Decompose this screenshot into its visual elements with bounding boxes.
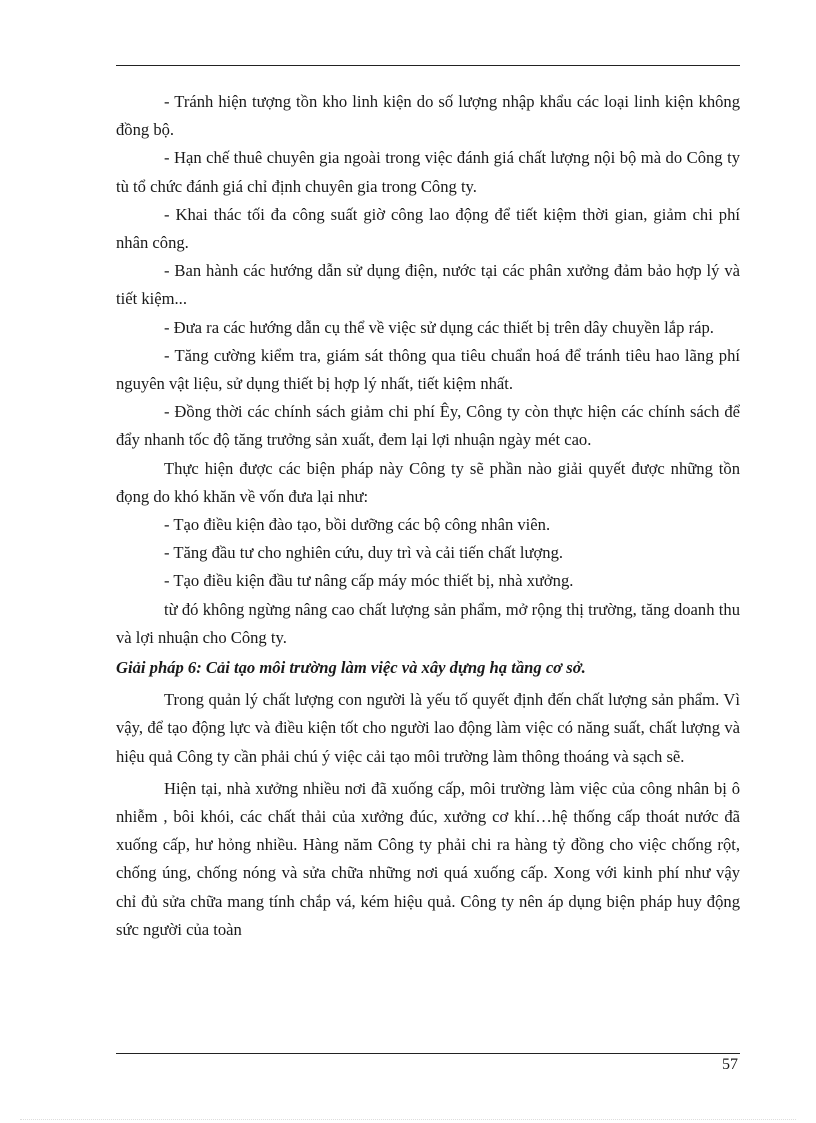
document-body bbox=[116, 88, 740, 944]
footer-rule bbox=[116, 1053, 740, 1054]
paragraph: - Hạn chế thuê chuyên gia ngoài trong việc đánh giá chất lượng nội bộ mà do Công ty tù tổ chức đánh giá chỉ định chuyên gia trong Công ty. bbox=[116, 148, 740, 196]
paragraph: Hiện tại, nhà xưởng nhiều nơi đã xuống cấp, môi trường làm việc của công nhân bị ô nhiễm , bôi khói, các chất thải của xưởng đúc, xưởng cơ khí…hệ thống cấp thoát nước đã xuống cấp, hư hỏng nhiều. Hàng năm Công ty phải chi ra hàng tỷ đồng cho việc chống rột, chống úng, chống nóng và sửa chữa những nơi quá xuống cấp. Xong với kinh phí như vậy chỉ đủ sửa chữa mang tính chắp vá, kém hiệu quả. Công ty nên áp dụng biện pháp huy động sức người của toàn bbox=[116, 778, 740, 939]
section-heading: Giải pháp 6: Cải tạo môi trường làm việc và xây dựng hạ tầng cơ sở. bbox=[116, 658, 586, 678]
paragraph: - Tránh hiện tượng tồn kho linh kiện do số lượng nhập khẩu các loại linh kiện không đồng bộ. bbox=[116, 92, 740, 140]
paragraph: - Đưa ra các hướng dẫn cụ thể về việc sử dụng các thiết bị trên dây chuyền lắp ráp. bbox=[164, 317, 714, 337]
paragraph: từ đó không ngừng nâng cao chất lượng sản phẩm, mở rộng thị trường, tăng doanh thu và lợi nhuận cho Công ty. bbox=[116, 599, 740, 647]
paragraph: - Đồng thời các chính sách giảm chi phí Êy, Công ty còn thực hiện các chính sách để đẩy nhanh tốc độ tăng trưởng sản xuất, đem lại lợi nhuận ngày mét cao. bbox=[116, 402, 740, 450]
page-edge-divider bbox=[20, 1119, 796, 1120]
paragraph: Thực hiện được các biện pháp này Công ty sẽ phần nào giải quyết được những tồn đọng do khó khăn về vốn đưa lại như: bbox=[116, 458, 740, 506]
list-item: - Tạo điều kiện đầu tư nâng cấp máy móc thiết bị, nhà xưởng. bbox=[164, 571, 574, 591]
list-item: - Tăng đầu tư cho nghiên cứu, duy trì và cải tiến chất lượng. bbox=[164, 543, 564, 563]
paragraph: - Ban hành các hướng dẫn sử dụng điện, nước tại các phân xưởng đảm bảo hợp lý và tiết kiệm... bbox=[116, 261, 740, 309]
paragraph: - Tăng cường kiểm tra, giám sát thông qua tiêu chuẩn hoá để tránh tiêu hao lãng phí nguyên vật liệu, sử dụng thiết bị hợp lý nhất, tiết kiệm nhất. bbox=[116, 345, 740, 394]
paragraph: - Khai thác tối đa công suất giờ công lao động để tiết kiệm thời gian, giảm chi phí nhân công. bbox=[116, 204, 740, 253]
paragraph: Trong quản lý chất lượng con người là yếu tố quyết định đến chất lượng sản phẩm. Vì vậy, để tạo động lực và điều kiện tốt cho người lao động làm việc có năng suất, chất lượng và hiệu quả Công ty cần phải chú ý việc cải tạo môi trường làm thông thoáng và sạch sẽ. bbox=[116, 690, 740, 766]
header-rule bbox=[116, 65, 740, 66]
list-item: - Tạo điều kiện đào tạo, bồi dưỡng các bộ công nhân viên. bbox=[164, 515, 551, 535]
page-number: 57 bbox=[722, 1056, 738, 1073]
